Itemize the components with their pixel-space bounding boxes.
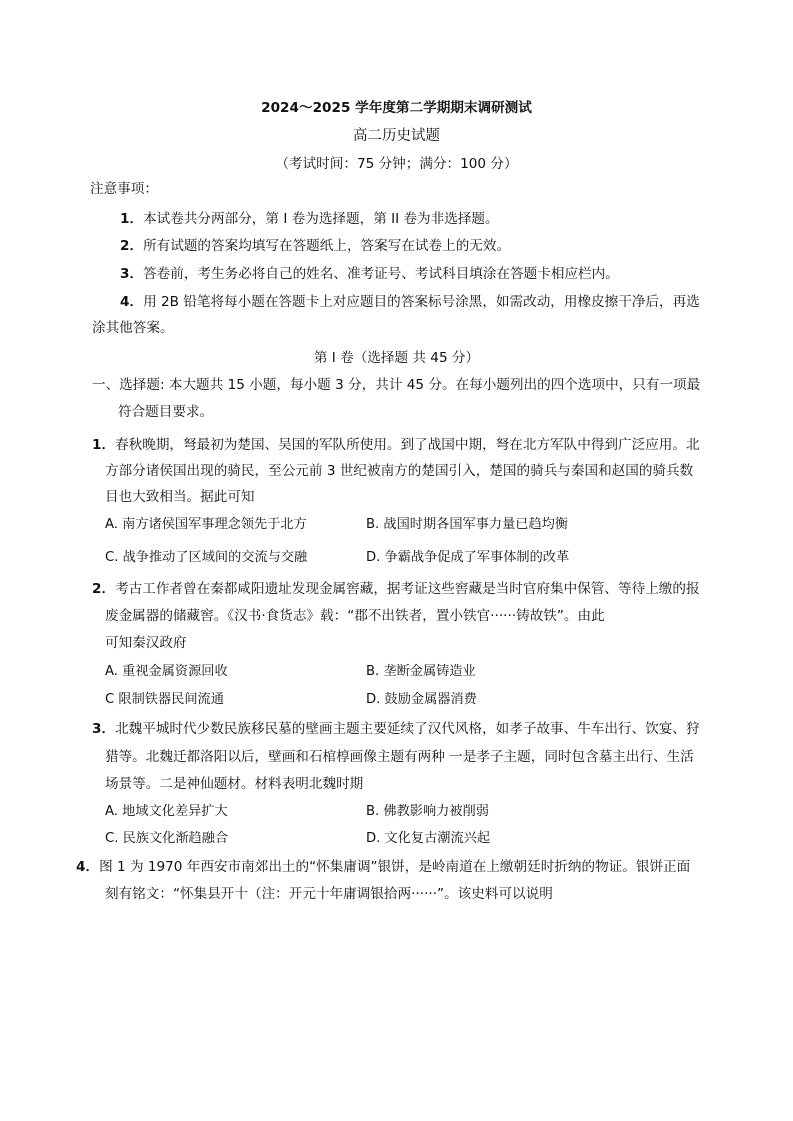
question-3-line-2: 猎等。北魏迁都洛阳以后，壁画和石棺椁画像主题有两种 一是孝子主题，同时包含墓主出行、生活 — [105, 749, 694, 765]
section-instruction: 一、选择题: 本大题共 15 小题，每小题 3 分，共计 45 分。在每小题列出的四个选项中，只有一项最 — [92, 377, 701, 393]
question-3-option-a: A. 地域文化差异扩大 — [105, 804, 228, 819]
question-1-option-a: A. 南方诸侯国军事理念领先于北方 — [105, 517, 307, 532]
question-1-line-3: 目也大致相当。据此可知 — [105, 489, 255, 505]
question-text: 春秋晚期，弩最初为楚国、吴国的军队所使用。到了战国中期，弩在北方军队中得到广泛应用。北 — [115, 437, 700, 453]
note-text: 本试卷共分两部分，第 I 卷为选择题，第 II 卷为非选择题。 — [143, 211, 499, 227]
exam-subtitle: 高二历史试题 — [353, 128, 440, 144]
exam-info: （考试时间：75 分钟；满分：100 分） — [275, 156, 518, 172]
question-text: 考古工作者曾在秦都咸阳遗址发现金属窖藏，据考证这些窖藏是当时官府集中保管、等待上缴的报 — [115, 581, 700, 597]
question-2-option-a: A. 重视金属资源回收 — [105, 664, 228, 679]
question-number: 2． — [92, 581, 116, 597]
question-2-line-3: 可知秦汉政府 — [105, 635, 187, 651]
note-text: 所有试题的答案均填写在答题纸上，答案写在试卷上的无效。 — [143, 238, 511, 254]
question-2-line-2: 废金属器的储藏窖。《汉书·食货志》载：“郡不出铁者，置小铁官······铸故铁”。由此 — [105, 608, 605, 624]
question-2-option-c: C 限制铁器民间流通 — [105, 692, 224, 707]
question-1-option-b: B. 战国时期各国军事力量已趋均衡 — [366, 517, 569, 532]
question-number: 1． — [92, 437, 116, 453]
note-text: 用 2B 铅笔将每小题在答题卡上对应题目的答案标号涂黑，如需改动，用橡皮擦干净后，再选 — [143, 294, 700, 310]
question-3-option-d: D. 文化复古潮流兴起 — [366, 831, 491, 846]
question-3-line-1 — [92, 720, 700, 738]
question-number: 4． — [76, 859, 100, 875]
section-instruction-continued: 符合题目要求。 — [118, 404, 214, 420]
question-2-option-d: D. 鼓励金属器消费 — [366, 692, 477, 707]
note-text: 答卷前，考生务必将自己的姓名、准考证号、考试科目填涂在答题卡相应栏内。 — [143, 266, 619, 282]
note-item-1 — [120, 210, 499, 228]
exam-title: 2024～2025 学年度第二学期期末调研测试 — [261, 100, 532, 116]
question-1-option-c: C. 战争推动了区域间的交流与交融 — [105, 550, 308, 565]
note-item-4 — [120, 293, 700, 311]
question-text: 北魏平城时代少数民族移民墓的壁画主题主要延续了汉代风格，如孝子故事、牛车出行、饮宴、狩 — [115, 721, 700, 737]
note-number: 1． — [120, 211, 144, 227]
question-3-option-c: C. 民族文化渐趋融合 — [105, 831, 229, 846]
question-4-line-2: 刻有铭文：“怀集县开十（注：开元十年庸调银拾两······”。该史料可以说明 — [105, 886, 553, 902]
question-2-option-b: B. 垄断金属铸造业 — [366, 664, 476, 679]
question-number: 3． — [92, 721, 116, 737]
notes-heading: 注意事项： — [90, 181, 158, 197]
question-1-line-1 — [92, 436, 700, 454]
note-item-4-continued: 涂其他答案。 — [92, 320, 174, 336]
note-item-3 — [120, 265, 619, 283]
note-number: 3． — [120, 266, 144, 282]
note-number: 4． — [120, 294, 144, 310]
question-3-option-b: B. 佛教影响力被削弱 — [366, 804, 489, 819]
section-title: 第 I 卷（选择题 共 45 分） — [313, 350, 480, 366]
question-4-line-1 — [76, 858, 690, 876]
note-item-2 — [120, 237, 510, 255]
question-1-option-d: D. 争霸战争促成了军事体制的改革 — [366, 550, 570, 565]
question-text: 图 1 为 1970 年西安市南郊出土的“怀集庸调”银饼，是岭南道在上缴朝廷时折纳的物证。银饼正面 — [99, 859, 691, 875]
question-1-line-2: 方部分诸侯国出现的骑民，至公元前 3 世纪被南方的楚国引入，楚国的骑兵与秦国和赵国的骑兵数 — [105, 463, 694, 479]
note-number: 2． — [120, 238, 144, 254]
question-3-line-3: 场景等。二是神仙题材。材料表明北魏时期 — [105, 776, 364, 792]
question-2-line-1 — [92, 580, 700, 598]
